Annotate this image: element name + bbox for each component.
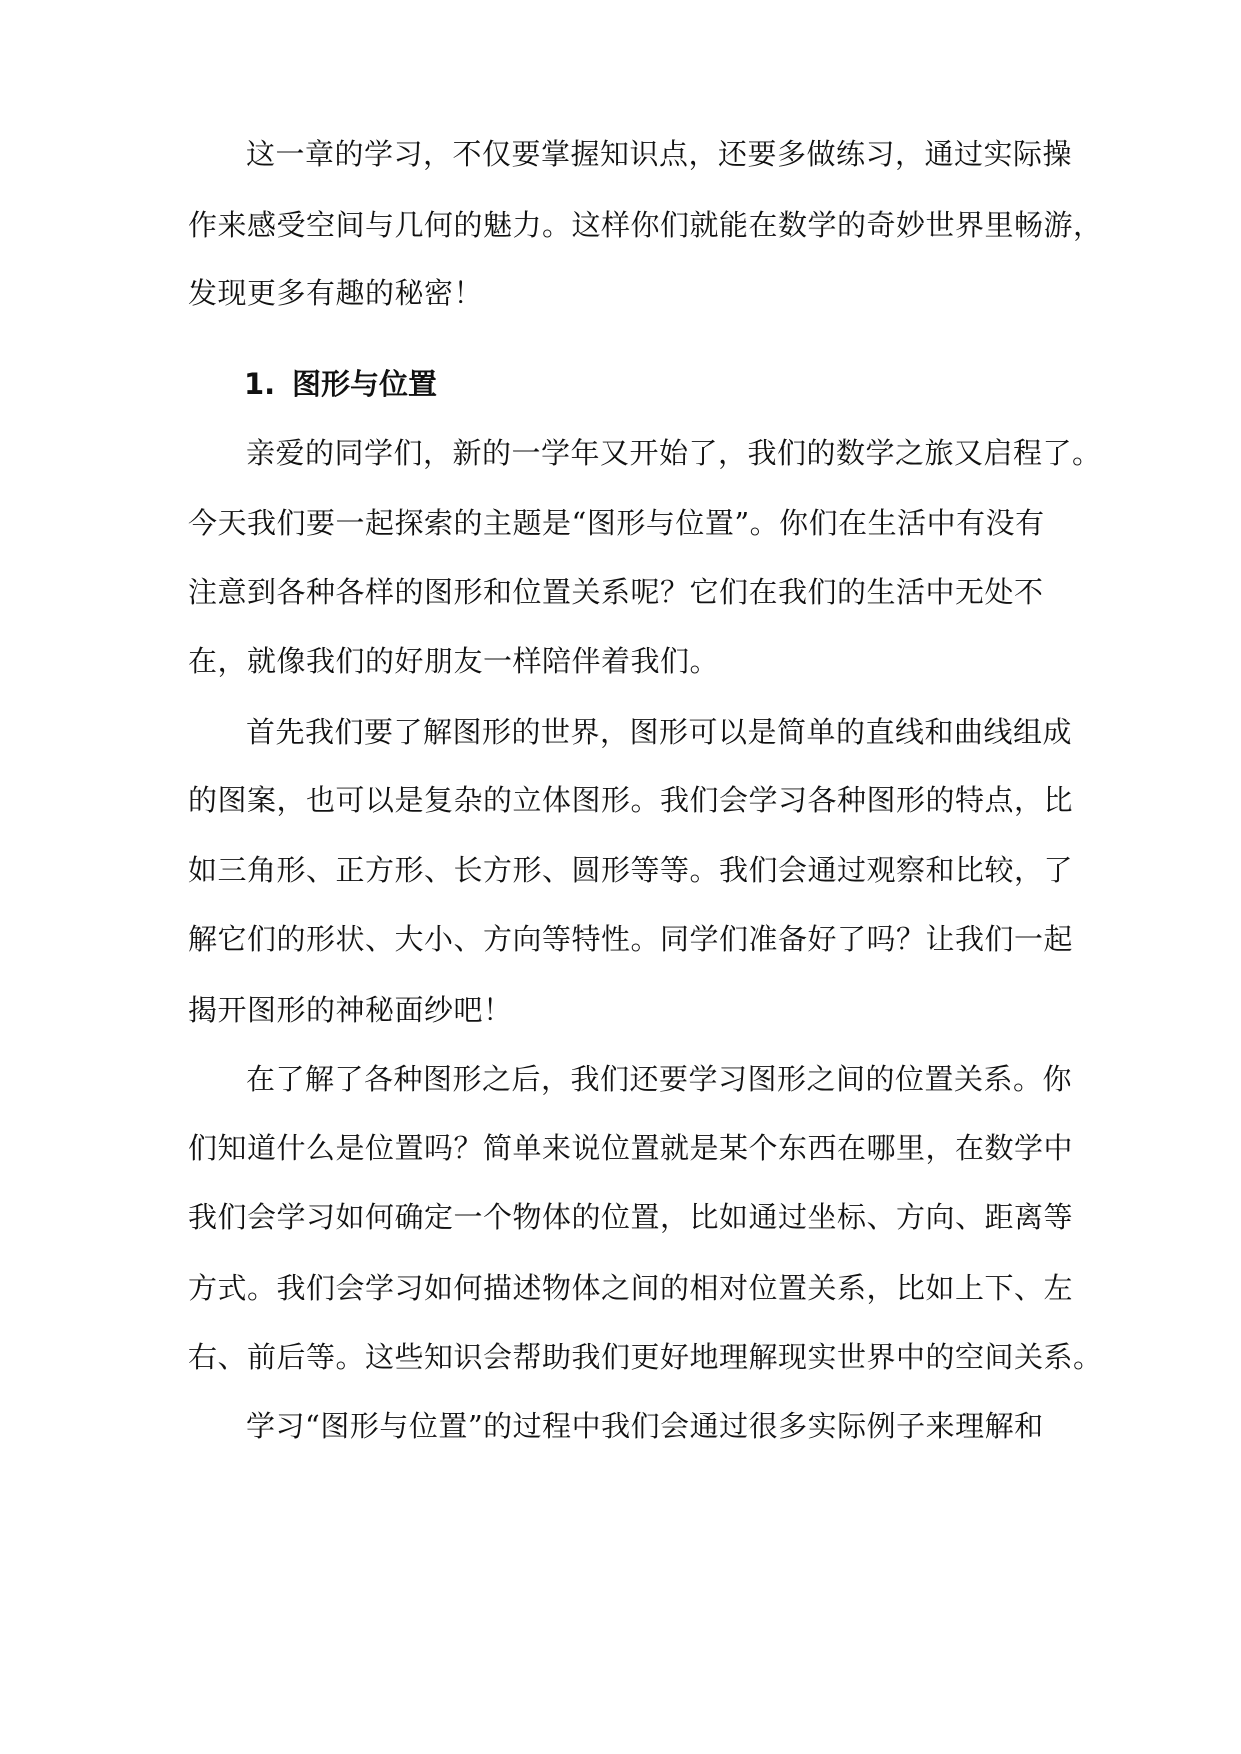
- paragraph-2-line-1: 首先我们要了解图形的世界，图形可以是简单的直线和曲线组成: [246, 715, 1073, 749]
- intro-line-1: 这一章的学习，不仅要掌握知识点，还要多做练习，通过实际操: [246, 137, 1073, 171]
- intro-line-2: 作来感受空间与几何的魅力。这样你们就能在数学的奇妙世界里畅游，: [188, 208, 1103, 242]
- paragraph-3-line-4: 方式。我们会学习如何描述物体之间的相对位置关系，比如上下、左: [188, 1271, 1074, 1305]
- paragraph-1-line-4: 在，就像我们的好朋友一样陪伴着我们。: [188, 644, 720, 678]
- paragraph-1-line-3: 注意到各种各样的图形和位置关系呢？它们在我们的生活中无处不: [188, 575, 1044, 609]
- paragraph-2-line-2: 的图案，也可以是复杂的立体图形。我们会学习各种图形的特点，比: [188, 783, 1074, 817]
- paragraph-4-line-1: 学习“图形与位置”的过程中我们会通过很多实际例子来理解和: [246, 1409, 1044, 1443]
- paragraph-3-line-2: 们知道什么是位置吗？简单来说位置就是某个东西在哪里，在数学中: [188, 1131, 1074, 1165]
- section-number: 1.: [244, 367, 276, 401]
- paragraph-3-line-1: 在了解了各种图形之后，我们还要学习图形之间的位置关系。你: [246, 1062, 1073, 1096]
- paragraph-2-line-3: 如三角形、正方形、长方形、圆形等等。我们会通过观察和比较，了: [188, 853, 1074, 887]
- paragraph-2-line-4: 解它们的形状、大小、方向等特性。同学们准备好了吗？让我们一起: [188, 922, 1074, 956]
- section-heading: [244, 364, 437, 404]
- paragraph-3-line-5: 右、前后等。这些知识会帮助我们更好地理解现实世界中的空间关系。: [188, 1340, 1103, 1374]
- intro-line-3: 发现更多有趣的秘密！: [188, 276, 484, 310]
- paragraph-3-line-3: 我们会学习如何确定一个物体的位置，比如通过坐标、方向、距离等: [188, 1200, 1074, 1234]
- paragraph-1-line-1: 亲爱的同学们，新的一学年又开始了，我们的数学之旅又启程了。: [246, 436, 1102, 470]
- paragraph-2-line-5: 揭开图形的神秘面纱吧！: [188, 993, 513, 1027]
- section-title: 图形与位置: [292, 367, 438, 401]
- paragraph-1-line-2: 今天我们要一起探索的主题是“图形与位置”。你们在生活中有没有: [188, 506, 1045, 540]
